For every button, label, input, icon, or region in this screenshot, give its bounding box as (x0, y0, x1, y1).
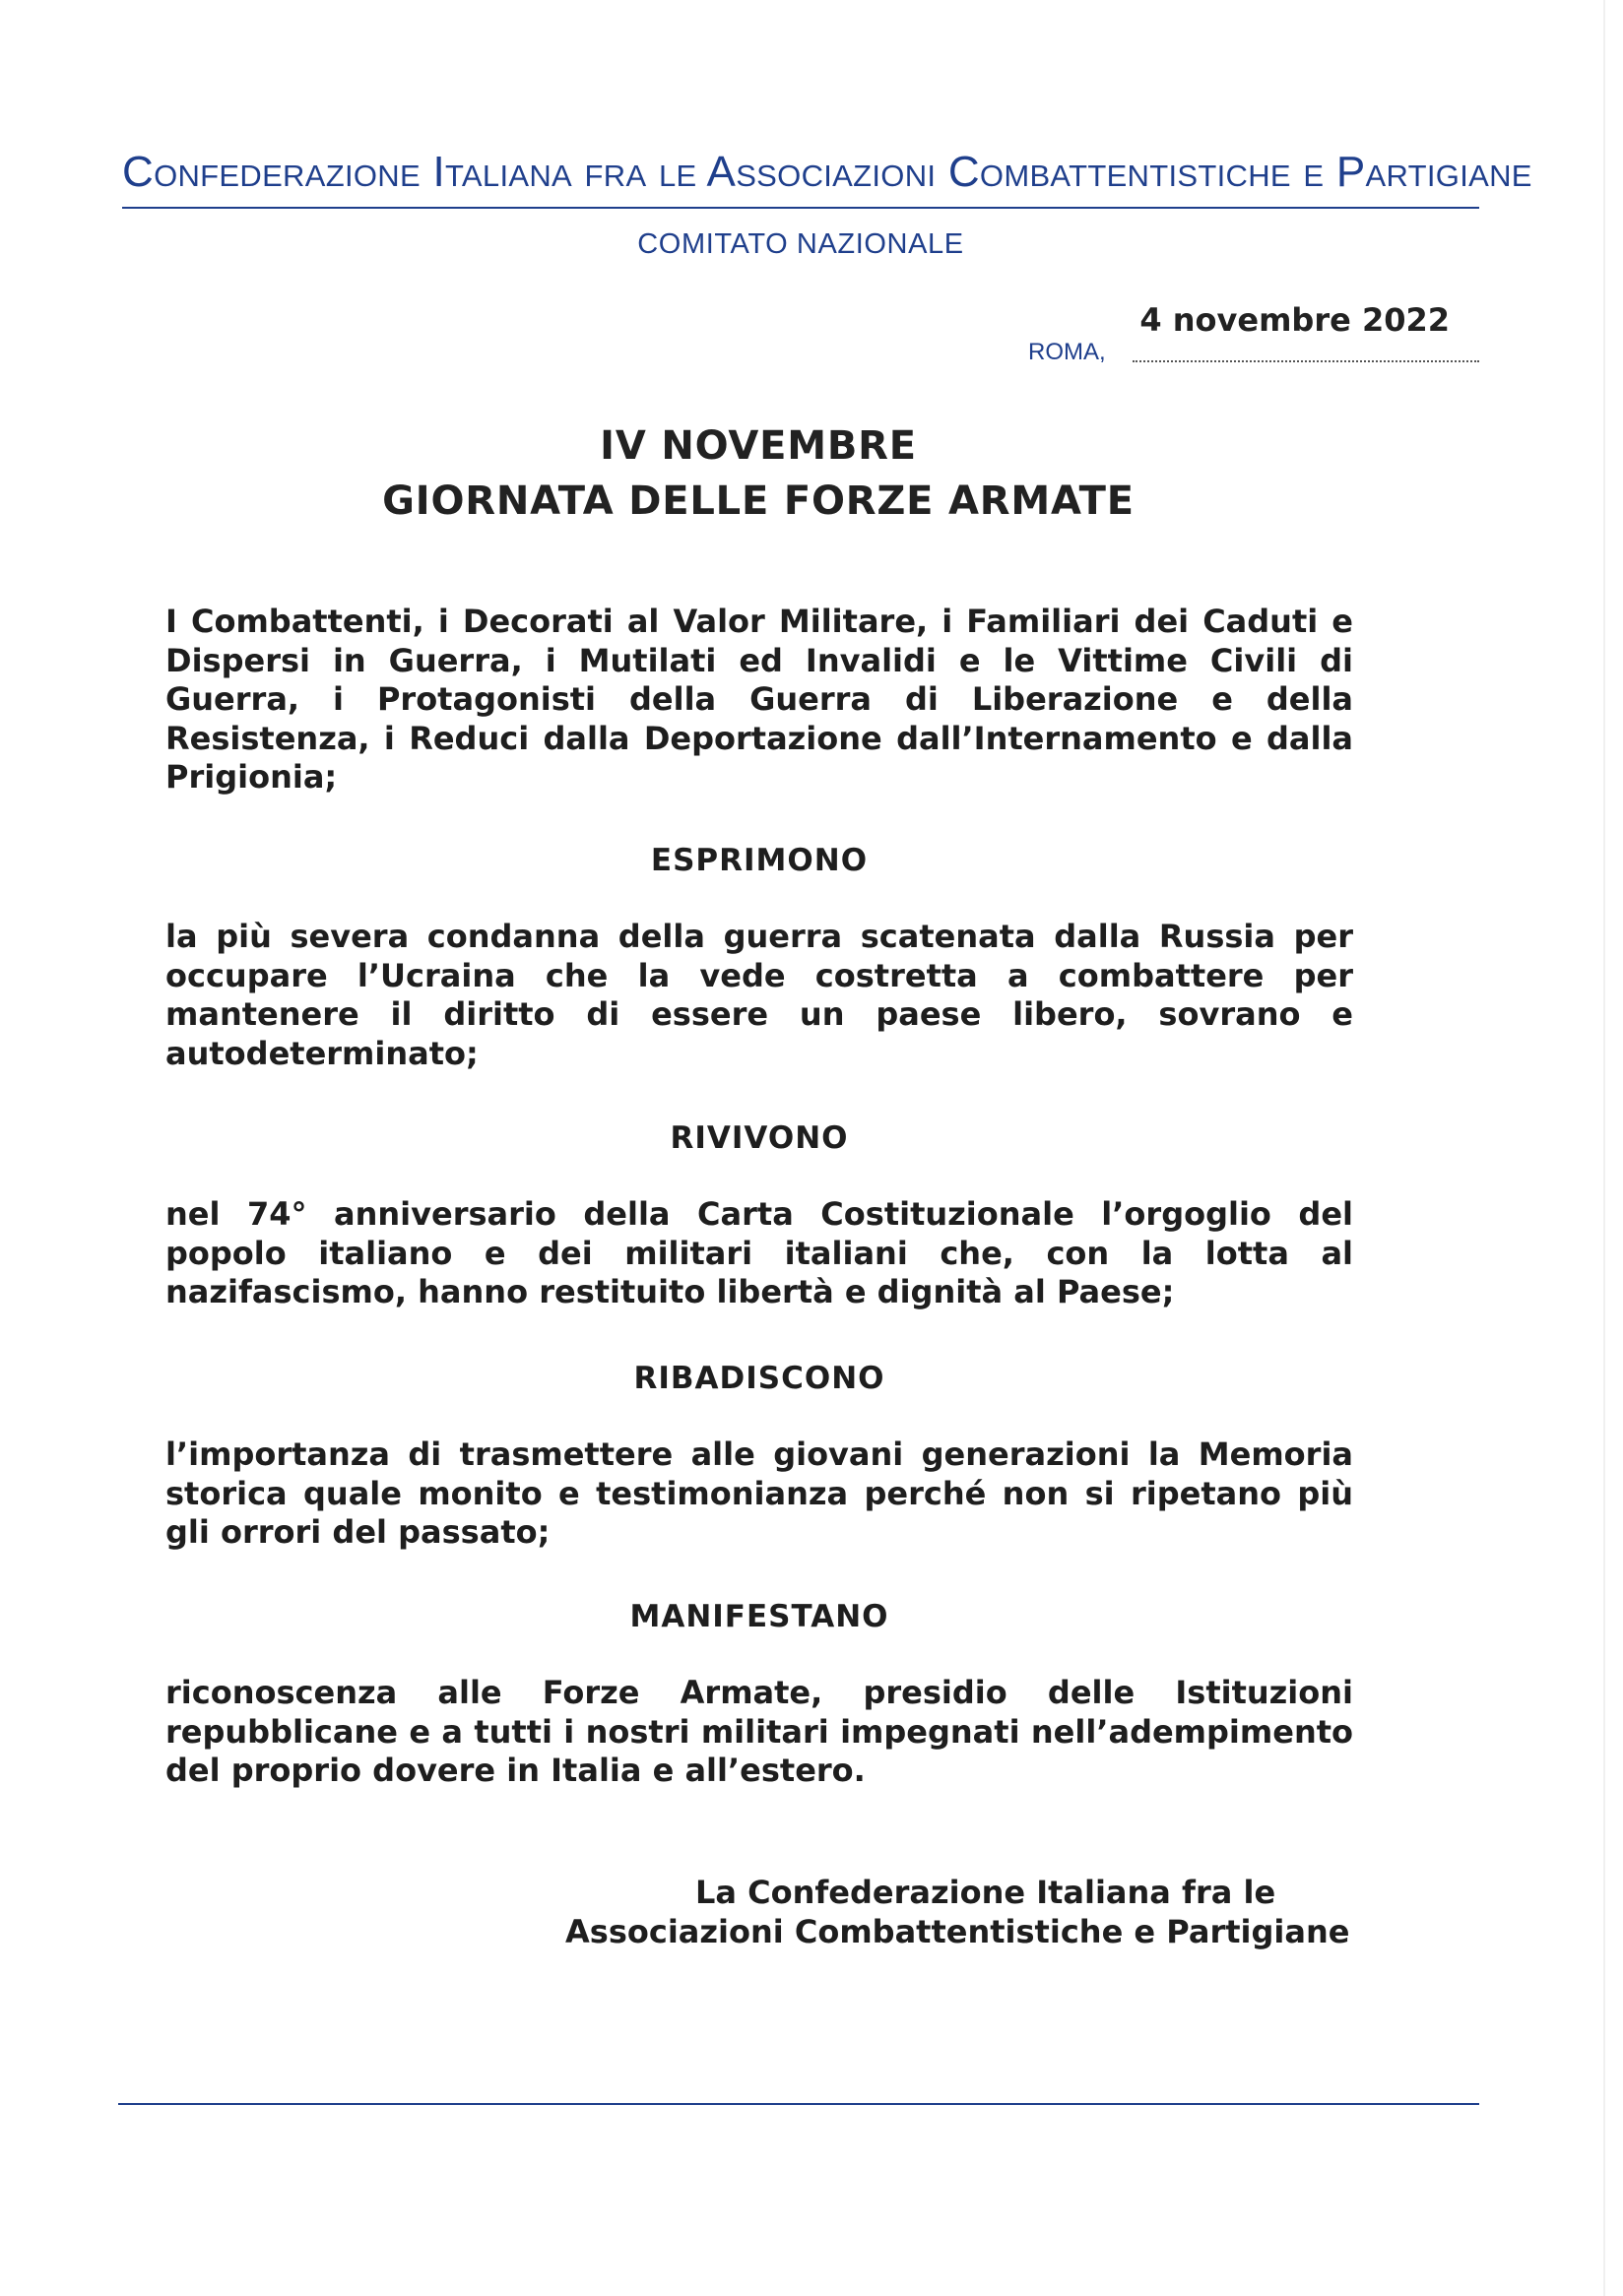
letterhead-organization: Confederazione Italiana fra le Associazioni Combattentistiche e Partigiane (122, 148, 1532, 196)
section-paragraph: l’importanza di trasmettere alle giovani generazioni la Memoria storica quale monito e testimonianza perché non si ripetano più gli orrori del passato; (165, 1435, 1353, 1551)
footer-rule (118, 2103, 1479, 2105)
letterhead-committee: COMITATO NAZIONALE (637, 228, 964, 260)
date-value: 4 novembre 2022 (1139, 301, 1450, 339)
section-paragraph: la più severa condanna della guerra scatenata dalla Russia per occupare l’Ucraina che la vede costretta a combattere per mantenere il diritto di essere un paese libero, sovrano e autodeterminato; (165, 918, 1353, 1072)
signature-line1: La Confederazione Italiana fra le (695, 1874, 1276, 1911)
section-heading: RIVIVONO (670, 1120, 849, 1156)
date-block (1024, 295, 1479, 374)
date-dotted-line (1133, 360, 1479, 362)
signature-line2: Associazioni Combattentistiche e Partigiane (565, 1913, 1350, 1950)
document-title-line2: GIORNATA DELLE FORZE ARMATE (382, 478, 1135, 524)
section-heading: RIBADISCONO (633, 1361, 885, 1396)
section-paragraph: riconoscenza alle Forze Armate, presidio delle Istituzioni repubblicane e a tutti i nostri militari impegnati nell’adempimento del proprio dovere in Italia e all’estero. (165, 1674, 1353, 1789)
document-title-line1: IV NOVEMBRE (600, 423, 917, 469)
date-place: ROMA, (1028, 339, 1106, 365)
section-heading: ESPRIMONO (650, 843, 869, 878)
section-heading: MANIFESTANO (629, 1599, 889, 1634)
section-paragraph: nel 74° anniversario della Carta Costituzionale l’orgoglio del popolo italiano e dei militari italiani che, con la lotta al nazifascismo, hanno restituito libertà e dignità al Paese; (165, 1195, 1353, 1310)
intro-paragraph: I Combattenti, i Decorati al Valor Militare, i Familiari dei Caduti e Dispersi in Guerra, i Mutilati ed Invalidi e le Vittime Civili di Guerra, i Protagonisti della Guerra di Liberazione e della Resistenza, i Reduci dalla Deportazione dall’Internamento e dalla Prigionia; (165, 603, 1353, 796)
letterhead-rule (122, 207, 1479, 209)
scan-edge-shadow (1603, 0, 1605, 2296)
